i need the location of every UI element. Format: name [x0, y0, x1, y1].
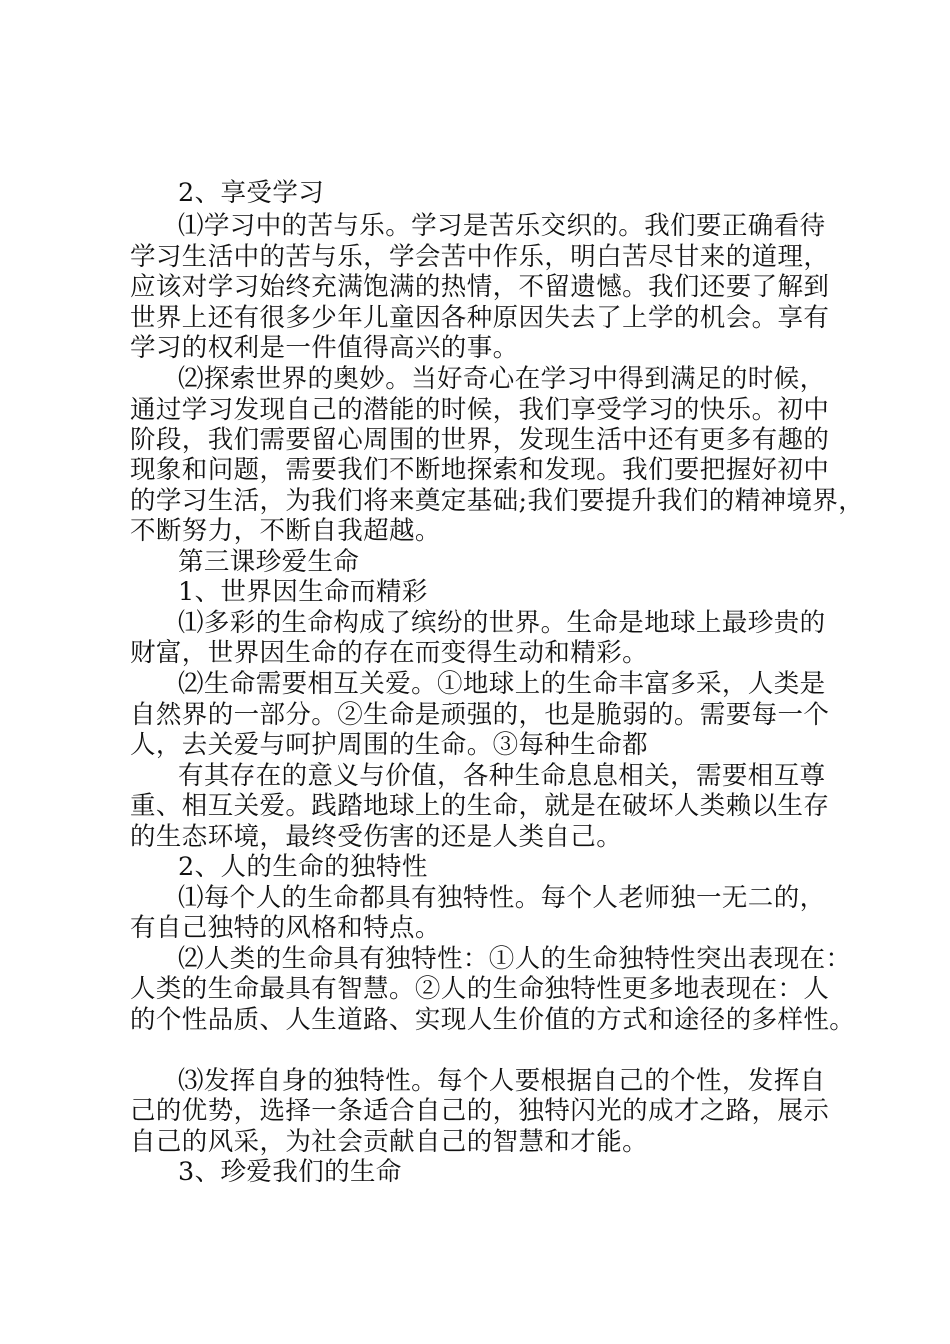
section-heading: 2、享受学习	[178, 178, 325, 208]
paragraph-line: 的个性品质、人生道路、实现人生价值的方式和途径的多样性。	[130, 1005, 856, 1035]
paragraph-line: 有自己独特的风格和特点。	[130, 913, 441, 943]
paragraph-line: 重、相互关爱。践踏地球上的生命，就是在破坏人类赖以生存	[130, 791, 830, 821]
paragraph-line: 现象和问题，需要我们不断地探索和发现。我们要把握好初中	[130, 455, 830, 485]
paragraph-line: 阶段，我们需要留心周围的世界，发现生活中还有更多有趣的	[130, 425, 830, 455]
paragraph-line: ⑴多彩的生命构成了缤纷的世界。生命是地球上最珍贵的	[178, 608, 826, 638]
paragraph-line: ⑴每个人的生命都具有独特性。每个人老师独一无二的，	[178, 883, 826, 913]
paragraph-line: ⑵探索世界的奥妙。当好奇心在学习中得到满足的时候，	[178, 364, 826, 394]
paragraph-line: 人类的生命最具有智慧。②人的生命独特性更多地表现在：人	[130, 974, 830, 1004]
paragraph-line: ⑶发挥自身的独特性。每个人要根据自己的个性，发挥自	[178, 1066, 826, 1096]
section-heading: 3、珍爱我们的生命	[178, 1157, 402, 1187]
paragraph-line: 学习生活中的苦与乐，学会苦中作乐，明白苦尽甘来的道理，	[130, 242, 830, 272]
section-heading: 1、世界因生命而精彩	[178, 577, 428, 607]
section-heading: 2、人的生命的独特性	[178, 852, 428, 882]
paragraph-line: 自然界的一部分。②生命是顽强的，也是脆弱的。需要每一个	[130, 700, 830, 730]
paragraph-line: 己的优势，选择一条适合自己的，独特闪光的成才之路，展示	[130, 1096, 830, 1126]
paragraph-line: 世界上还有很多少年儿童因各种原因失去了上学的机会。享有	[130, 303, 830, 333]
paragraph-line: 财富，世界因生命的存在而变得生动和精彩。	[130, 638, 649, 668]
paragraph-line: 人，去关爱与呵护周围的生命。③每种生命都	[130, 730, 649, 760]
paragraph-line: ⑵生命需要相互关爱。①地球上的生命丰富多采，人类是	[178, 669, 826, 699]
paragraph-line: 自己的风采，为社会贡献自己的智慧和才能。	[130, 1127, 649, 1157]
paragraph-line: ⑴学习中的苦与乐。学习是苦乐交织的。我们要正确看待	[178, 211, 826, 241]
paragraph-line: 的生态环境，最终受伤害的还是人类自己。	[130, 822, 623, 852]
paragraph-line: 学习的权利是一件值得高兴的事。	[130, 333, 519, 363]
paragraph-line: 应该对学习始终充满饱满的热情，不留遗憾。我们还要了解到	[130, 272, 830, 302]
paragraph-line: 不断努力，不断自我超越。	[130, 516, 441, 546]
paragraph-line: ⑵人类的生命具有独特性：①人的生命独特性突出表现在：	[178, 944, 852, 974]
chapter-heading: 第三课珍爱生命	[178, 547, 360, 577]
paragraph-line: 有其存在的意义与价值，各种生命息息相关，需要相互尊	[178, 761, 826, 791]
paragraph-line: 的学习生活，为我们将来奠定基础;我们要提升我们的精神境界，	[130, 486, 865, 516]
paragraph-line: 通过学习发现自己的潜能的时候，我们享受学习的快乐。初中	[130, 395, 830, 425]
